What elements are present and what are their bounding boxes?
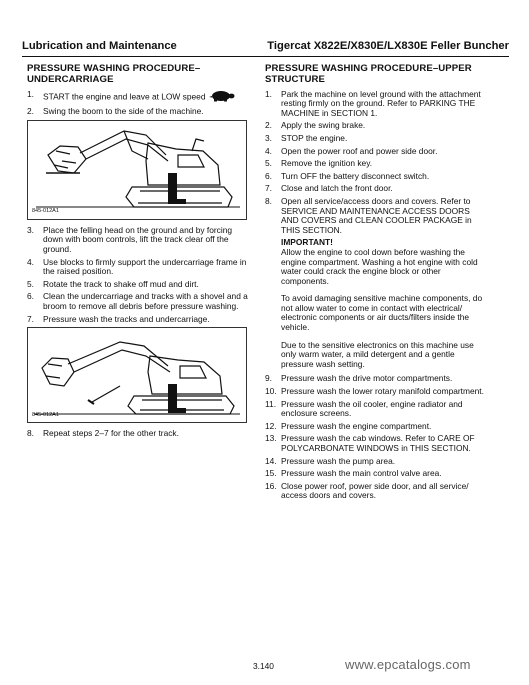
upper-structure-heading: PRESSURE WASHING PROCEDURE–UPPER STRUCTURE (265, 63, 472, 85)
list-item: 2. Swing the boom to the side of the machine. (27, 106, 204, 117)
important-label: IMPORTANT! (281, 237, 333, 248)
list-item: 2. Apply the swing brake. (265, 120, 366, 131)
list-item: 8. Repeat steps 2–7 for the other track. (27, 428, 179, 439)
sensitive-electronics-text: Due to the sensitive electronics on this machine use only warm water, a mild detergent and a gentle pressure wash setting. (281, 339, 474, 369)
page-header (22, 40, 509, 57)
list-item: 6. Clean the undercarriage and tracks with a shovel and a broom to remove all debris before pressure washing. (27, 291, 248, 311)
section-title: Lubrication and Maintenance (22, 40, 177, 52)
avoid-damage-text: To avoid damaging sensitive machine components, do not allow water to come in contact with electrical/ electronic components or air ducts/filters inside the vehicle. (281, 293, 483, 333)
list-item: 11. Pressure wash the oil cooler, engine radiator and enclosure screens. (265, 398, 463, 419)
list-item: 1. Park the machine on level ground with the attachment resting firmly on the ground. Refer to PARKING THE MACHINE in SECTION 1. (265, 88, 481, 118)
list-item: 8. Open all service/access doors and covers. Refer to SERVICE AND MAINTENANCE ACCESS DOORS AND COVERS and CLEAN COOLER PACKAGE in THIS SECTION. (265, 195, 472, 235)
figure-caption: 845-012A1 (32, 208, 59, 215)
list-item: 5. Remove the ignition key. (265, 158, 373, 169)
list-item: 9. Pressure wash the drive motor compartments. (265, 373, 453, 384)
list-item: 1. START the engine and leave at LOW speed (27, 90, 252, 105)
manual-title: Tigercat X822E/X830E/LX830E Feller Buncher (267, 40, 509, 52)
list-item: 12. Pressure wash the engine compartment. (265, 420, 432, 431)
list-item: 10. Pressure wash the lower rotary manifold compartment. (265, 386, 484, 397)
list-item: 6. Turn OFF the battery disconnect switch. (265, 170, 430, 181)
important-text: Allow the engine to cool down before washing the engine compartment. Washing a hot engine with cold water could crack the engine block or other components. (281, 246, 478, 286)
list-item: 14. Pressure wash the pump area. (265, 455, 396, 466)
list-item: 4. Use blocks to firmly support the undercarriage frame in the raised position. (27, 256, 247, 277)
list-item: 13. Pressure wash the cab windows. Refer to CARE OF POLYCARBONATE WINDOWS in THIS SECTION. (265, 433, 475, 453)
list-item: 16. Close power roof, power side door, and all service/ access doors and covers. (265, 480, 469, 501)
figure-pressure-wash (27, 327, 247, 423)
list-item: 3. Place the felling head on the ground and by forcing down with boom controls, lift the track clear off the ground. (27, 224, 233, 254)
list-item: 5. Rotate the track to shake off mud and dirt. (27, 278, 199, 289)
list-item: 3. STOP the engine. (265, 132, 348, 143)
feller-buncher-illustration (28, 328, 246, 422)
list-item: 15. Pressure wash the main control valve area. (265, 468, 442, 479)
figure-caption: 845-012A1 (32, 411, 59, 418)
list-item: 7. Pressure wash the tracks and undercarriage. (27, 313, 210, 324)
upper-structure-procedure (265, 64, 489, 504)
feller-buncher-illustration (28, 121, 246, 219)
list-item: 7. Close and latch the front door. (265, 183, 393, 194)
undercarriage-procedure (27, 64, 252, 442)
turtle-icon (209, 90, 235, 105)
list-item: 4. Open the power roof and power side door. (265, 145, 438, 156)
page-number: 3.140 (253, 661, 274, 671)
watermark: www.epcatalogs.com (345, 657, 471, 672)
undercarriage-heading: PRESSURE WASHING PROCEDURE– UNDERCARRIAGE (27, 63, 201, 85)
figure-raised-track (27, 120, 247, 220)
